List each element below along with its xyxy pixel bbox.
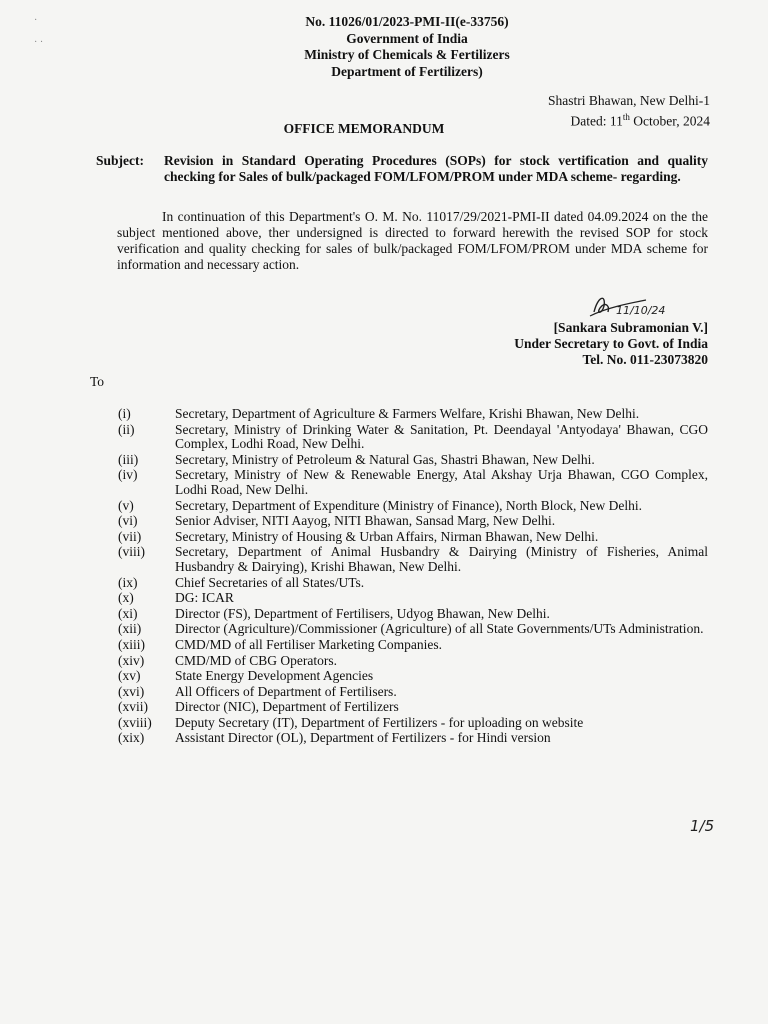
list-item [118, 622, 708, 637]
list-item-text: Director (Agriculture)/Commissioner (Agriculture) of all State Governments/UTs Administration. [175, 621, 704, 637]
list-item-text: State Energy Development Agencies [175, 668, 374, 684]
list-item [118, 654, 708, 669]
ministry-line: Ministry of Chemicals & Fertilizers [304, 47, 510, 62]
list-item-number: (x) [118, 590, 134, 606]
list-item [118, 514, 708, 529]
list-item-number: (xvi) [118, 683, 145, 699]
file-number: No. 11026/01/2023-PMI-II(e-33756) [305, 14, 509, 29]
list-item-text: Chief Secretaries of all States/UTs. [175, 574, 365, 590]
list-item-number: (xviii) [118, 714, 152, 730]
list-item-number: (i) [118, 406, 131, 421]
list-item [118, 685, 708, 700]
list-item-text: Secretary, Ministry of New & Renewable Energy, Atal Akshay Urja Bhawan, CGO Complex, Lodhi Road, New Delhi. [175, 467, 708, 497]
subject-label: Subject: [96, 153, 144, 168]
signatory-telephone: Tel. No. 011-23073820 [582, 352, 708, 367]
list-item-text: Secretary, Department of Agriculture & Farmers Welfare, Krishi Bhawan, New Delhi. [175, 406, 640, 421]
list-item-number: (xiv) [118, 652, 145, 668]
list-item [118, 499, 708, 514]
list-item-number: (vi) [118, 513, 138, 529]
list-item [118, 731, 708, 746]
list-item [118, 576, 708, 591]
date: Dated: 11th October, 2024 [570, 112, 710, 129]
signature-date: 11/10/24 [616, 304, 666, 317]
location: Shastri Bhawan, New Delhi-1 [548, 93, 710, 108]
scan-marks: · · · [34, 15, 44, 48]
signatory-designation: Under Secretary to Govt. of India [514, 336, 708, 351]
list-item-number: (xii) [118, 621, 142, 637]
to-label: To [90, 374, 105, 389]
list-item-number: (ii) [118, 421, 135, 437]
list-item-text: Secretary, Ministry of Drinking Water & Sanitation, Pt. Deendayal 'Antyodaya' Bhawan, CGO Complex, Lodhi Road, New Delhi. [175, 421, 708, 452]
government-line: Government of India [346, 30, 468, 46]
list-item-number: (xiii) [118, 636, 145, 652]
list-item [118, 545, 708, 574]
memorandum-title: OFFICE MEMORANDUM [283, 121, 445, 136]
list-item-number: (vii) [118, 528, 142, 544]
list-item-text: Assistant Director (OL), Department of Fertilizers - for Hindi version [175, 730, 551, 746]
list-item-text: Secretary, Department of Expenditure (Ministry of Finance), North Block, New Delhi. [175, 497, 642, 513]
department-line: Department of Fertilizers) [331, 63, 483, 79]
list-item-number: (iii) [118, 451, 139, 467]
list-item-number: (iv) [118, 467, 138, 483]
list-item-number: (viii) [118, 544, 145, 560]
list-item [118, 591, 708, 606]
recipient-list [118, 407, 708, 747]
list-item [118, 638, 708, 653]
list-item-number: (xi) [118, 605, 138, 621]
signatory-name: [Sankara Subramonian V.] [553, 320, 708, 335]
list-item [118, 700, 708, 715]
letterhead [0, 14, 768, 80]
list-item [118, 716, 708, 731]
list-item-text: DG: ICAR [175, 590, 234, 606]
list-item-number: (ix) [118, 574, 138, 590]
list-item-text: CMD/MD of all Fertiliser Marketing Companies. [175, 636, 442, 652]
list-item [118, 530, 708, 545]
list-item-text: CMD/MD of CBG Operators. [175, 652, 337, 668]
signatory-block [514, 320, 708, 368]
list-item-text: Senior Adviser, NITI Aayog, NITI Bhawan, Sansad Marg, New Delhi. [175, 513, 556, 529]
subject-text: Revision in Standard Operating Procedures (SOPs) for stock vertification and quality checking for Sales of bulk/packaged FOM/LFOM/PROM under MDA scheme- regarding. [164, 153, 708, 184]
list-item-number: (xv) [118, 668, 141, 684]
list-item [118, 423, 708, 452]
body-paragraph: In continuation of this Department's O. M. No. 11017/29/2021-PMI-II dated 04.09.2024 on the the subject mentioned above, ther undersigned is directed to forward herewith the revised SOP for stock verification and quality checking for sales of bulk/packaged FOM/LFOM/PROM under MDA scheme for information and necessary action. [117, 209, 708, 272]
list-item [118, 607, 708, 622]
subject-block [96, 153, 708, 185]
list-item-text: Director (FS), Department of Fertilisers, Udyog Bhawan, New Delhi. [175, 605, 550, 621]
list-item [118, 468, 708, 497]
list-item-number: (xix) [118, 730, 145, 746]
list-item-text: Secretary, Ministry of Petroleum & Natural Gas, Shastri Bhawan, New Delhi. [175, 451, 595, 467]
list-item [118, 669, 708, 684]
list-item-number: (v) [118, 497, 134, 513]
list-item [118, 407, 708, 422]
list-item-text: Secretary, Department of Animal Husbandry & Dairying (Ministry of Fisheries, Animal Husbandry & Dairying), Krishi Bhawan, New Delhi. [175, 544, 708, 574]
list-item-text: All Officers of Department of Fertilisers. [175, 683, 397, 699]
list-item-number: (xvii) [118, 699, 148, 715]
list-item-text: Director (NIC), Department of Fertilizers [175, 699, 399, 715]
list-item-text: Secretary, Ministry of Housing & Urban Affairs, Nirman Bhawan, New Delhi. [175, 528, 599, 544]
list-item-text: Deputy Secretary (IT), Department of Fertilizers - for uploading on website [175, 714, 584, 730]
list-item [118, 453, 708, 468]
page-number-text: 1/5 [690, 817, 715, 835]
page-number [688, 812, 728, 838]
